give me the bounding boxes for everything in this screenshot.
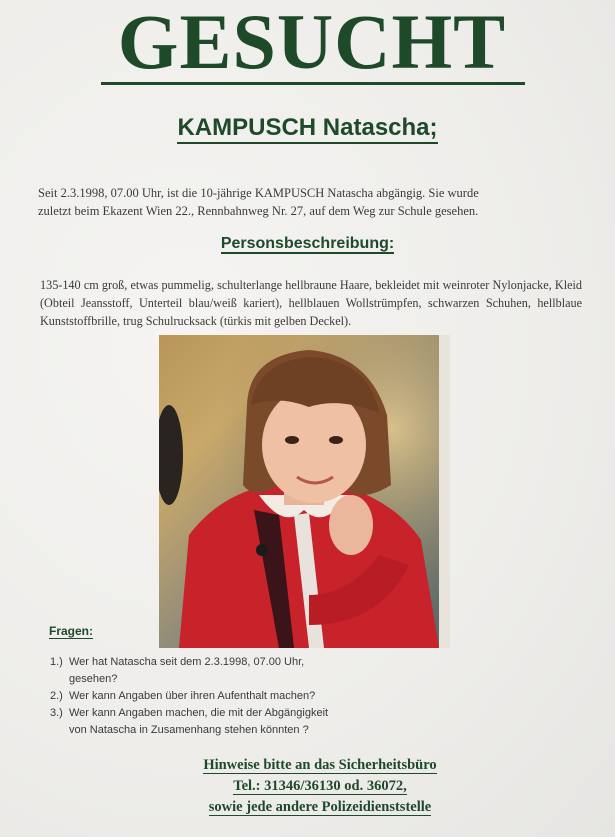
question-text <box>69 654 390 688</box>
contact-line-text: sowie jede andere Polizeidienststelle <box>208 799 432 815</box>
question-line: Wer hat Natascha seit dem 2.3.1998, 07.00 Uhr, <box>69 656 305 668</box>
missing-person-name <box>0 112 615 144</box>
contact-phone-text: Tel.: 31346/36130 od. 36072, <box>233 778 407 794</box>
title-underline <box>101 82 525 85</box>
question-number: 3.) <box>50 707 63 719</box>
intro-line-1: Seit 2.3.1998, 07.00 Uhr, ist die 10-jährige KAMPUSCH Natascha abgängig. Sie wurde <box>38 186 479 200</box>
questions-heading: Fragen: <box>49 624 94 638</box>
questions-list <box>50 654 390 739</box>
question-line: von Natascha in Zusamenhang stehen könnten ? <box>69 724 309 736</box>
question-item <box>50 705 390 739</box>
description-heading-text: Personsbeschreibung: <box>220 235 395 252</box>
contact-block <box>0 755 615 818</box>
question-line: Wer kann Angaben machen, die mit der Abgängigkeit <box>69 707 329 719</box>
description-text: 135-140 cm groß, etwas pummelig, schulterlange hellbraune Haare, bekleidet mit weinroter Nylonjacke, Kleid (Obteil Jeansstoff, Unterteil blau/weiß kariert), hellblauen Wollstrümpfen, schwarzen Schuhen, hellblaue Kunststoffbrille, trug Schulrucksack (türkis mit gelben Deckel). <box>40 278 582 328</box>
missing-person-name-text: KAMPUSCH Natascha; <box>177 114 437 144</box>
question-item <box>50 688 390 705</box>
intro-paragraph <box>38 184 578 220</box>
intro-line-2: zuletzt beim Ekazent Wien 22., Rennbahnweg Nr. 27, auf dem Weg zur Schule gesehen. <box>38 204 479 218</box>
contact-phone <box>0 776 615 797</box>
description-heading <box>0 235 615 253</box>
question-line: gesehen? <box>69 673 118 685</box>
contact-line-text: Hinweise bitte an das Sicherheitsbüro <box>203 757 437 773</box>
child-photo <box>159 335 450 648</box>
question-item <box>50 654 390 688</box>
question-line: Wer kann Angaben über ihren Aufenthalt machen? <box>69 690 316 702</box>
question-text <box>69 688 390 705</box>
question-number: 2.) <box>50 690 63 702</box>
contact-line <box>0 755 615 776</box>
contact-line <box>0 797 615 818</box>
question-number: 1.) <box>50 656 63 668</box>
child-photo-illustration <box>159 335 450 648</box>
question-text <box>69 705 390 739</box>
poster-title: GESUCHT <box>117 0 507 85</box>
